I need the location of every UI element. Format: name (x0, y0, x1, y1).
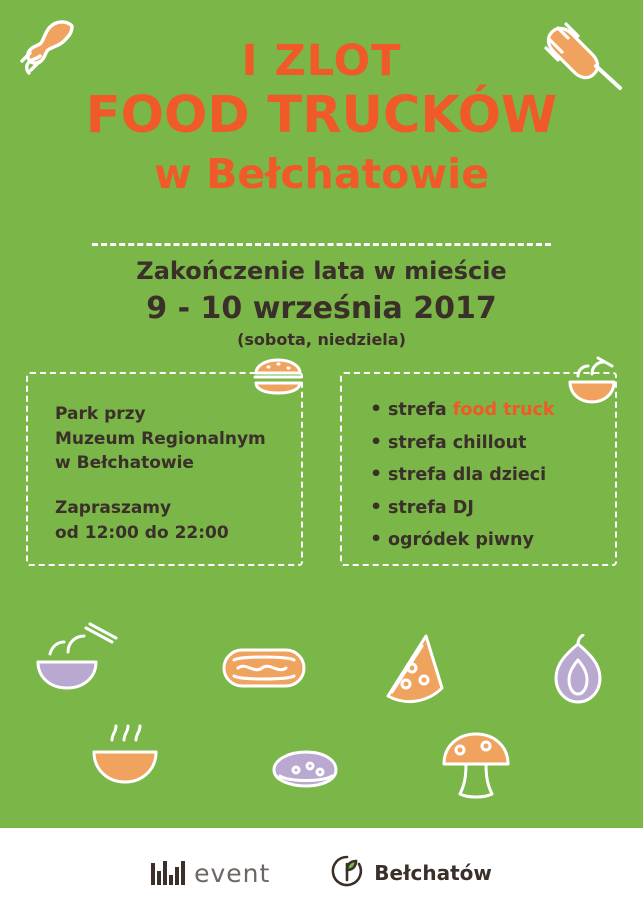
city-leaf-icon (330, 854, 364, 892)
soup-bowl-icon (84, 716, 170, 796)
address-line-1: Park przy (55, 404, 146, 424)
location-box (26, 372, 303, 566)
zones-box (340, 372, 617, 566)
zones-list (370, 402, 615, 550)
pizza-slice-icon (378, 630, 456, 710)
title-line-2: FOOD TRUCKÓW (85, 86, 558, 146)
sushi-icon (264, 738, 346, 798)
opening-hours: od 12:00 do 22:00 (55, 522, 229, 543)
poster-subtitle (0, 256, 643, 351)
poster-title (0, 38, 643, 197)
event-days: (sobota, niedziela) (237, 330, 406, 349)
divider (92, 243, 551, 246)
fit-logo-icon (151, 861, 185, 885)
noodle-bowl-icon (28, 620, 120, 700)
brand-fit-event (151, 859, 270, 888)
brand-city (330, 854, 492, 892)
burger-icon (250, 355, 306, 399)
title-line-1: I ZLOT (241, 36, 402, 86)
list-item: • strefa chillout (370, 435, 615, 453)
onion-icon (540, 634, 616, 710)
list-item: • strefa dla dzieci (370, 467, 615, 485)
city-label: Bełchatów (374, 861, 492, 885)
address-line-3: w Bełchatowie (55, 453, 194, 474)
address-line-2: Muzeum Regionalnym (55, 428, 266, 449)
brand-event-label: event (194, 858, 271, 888)
invite-text: Zapraszamy (55, 497, 172, 518)
list-item: • strefa DJ (370, 500, 615, 518)
event-date: 9 - 10 września 2017 (146, 291, 497, 326)
footer (0, 828, 643, 918)
hot-dog-icon (218, 636, 310, 702)
subtitle-line: Zakończenie lata w mieście (136, 257, 507, 285)
list-item: • ogródek piwny (370, 532, 615, 550)
title-line-3: w Bełchatowie (153, 149, 490, 198)
list-item: • strefa food truck (370, 402, 615, 420)
mushroom-icon (436, 726, 516, 808)
